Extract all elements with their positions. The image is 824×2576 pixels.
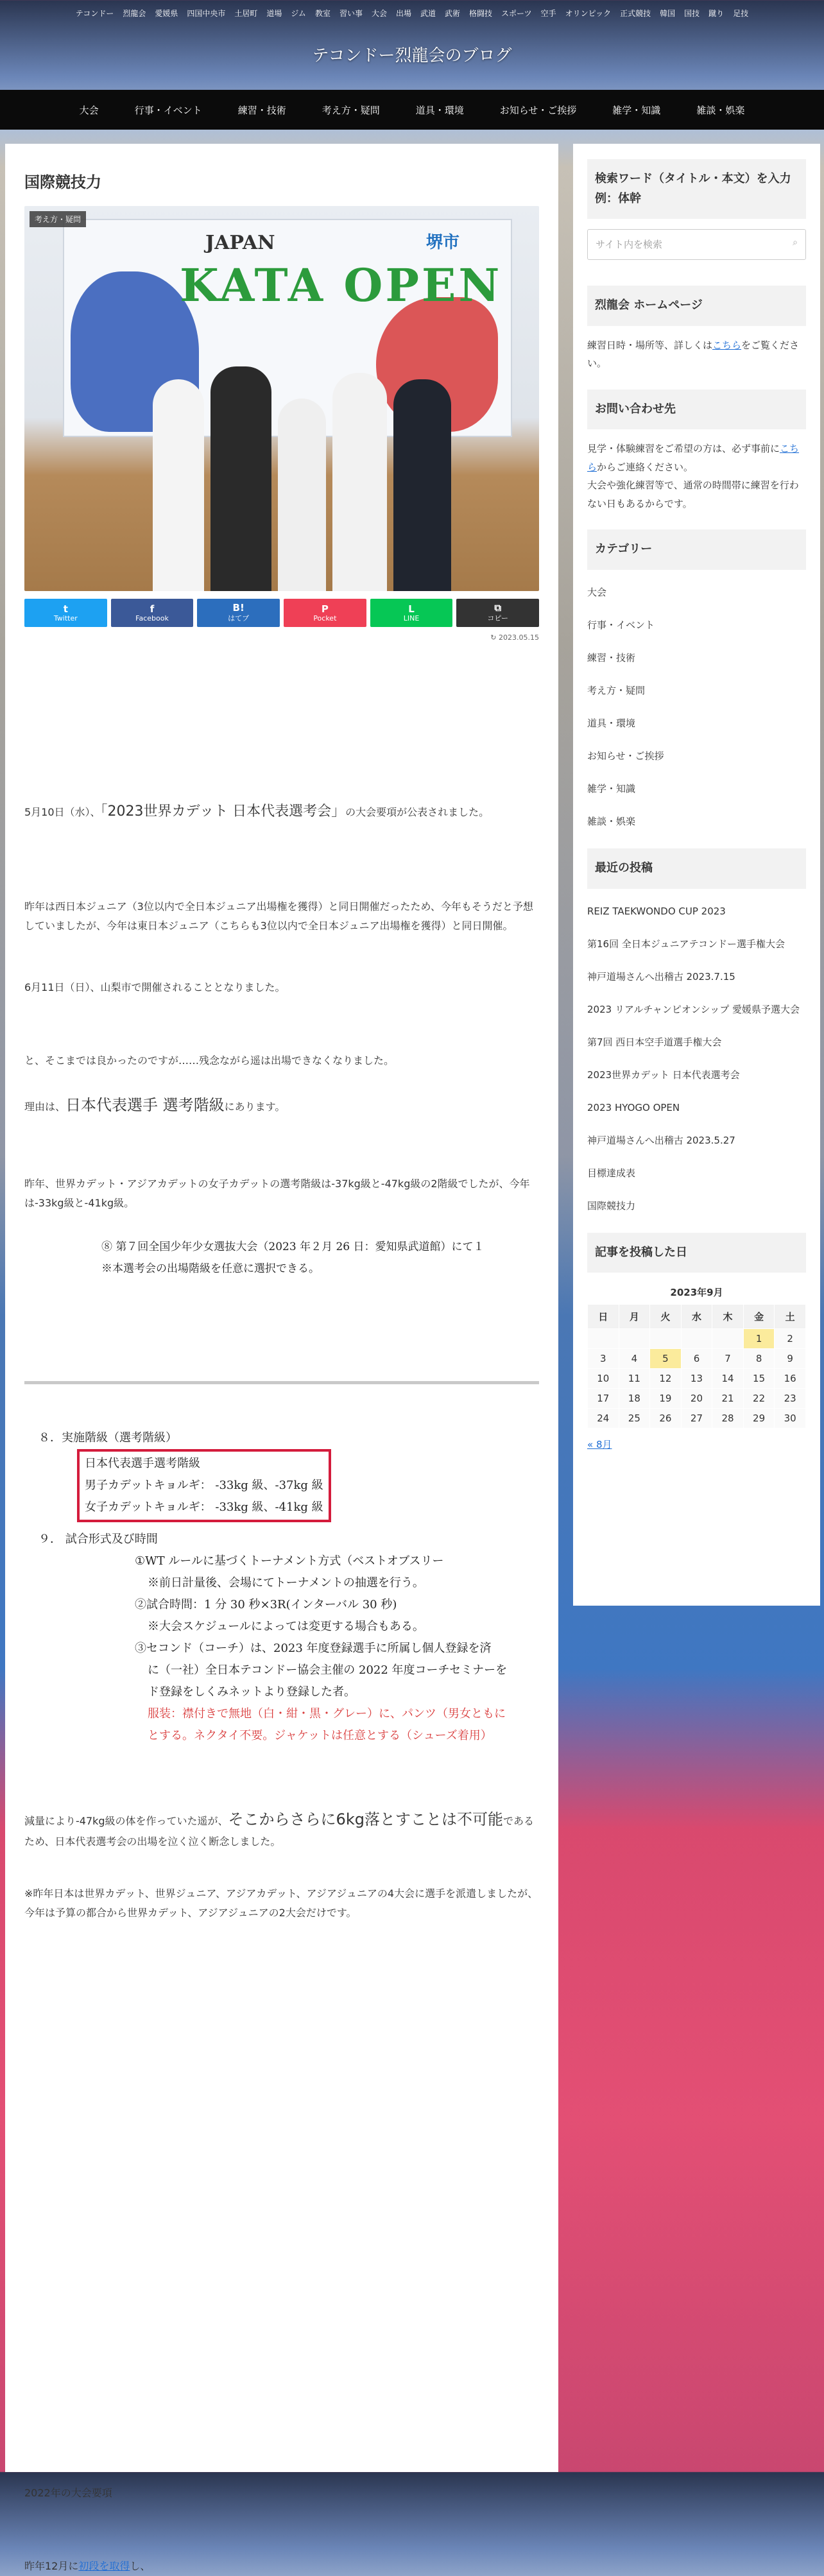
calendar-weekday: 月 bbox=[619, 1305, 650, 1329]
top-tag[interactable]: スポーツ bbox=[501, 8, 532, 18]
category-widget-title: カテゴリー bbox=[587, 529, 806, 570]
calendar-day: 25 bbox=[619, 1409, 650, 1429]
calendar-weekday: 土 bbox=[775, 1305, 806, 1329]
share-コピー-button[interactable] bbox=[456, 599, 539, 627]
recent-post-item[interactable]: 2023 HYOGO OPEN bbox=[587, 1101, 680, 1113]
calendar-weekday: 火 bbox=[650, 1305, 682, 1329]
calendar-day: 21 bbox=[712, 1389, 744, 1409]
nav-item[interactable]: 雑談・娯楽 bbox=[696, 104, 745, 116]
contact-widget-text bbox=[587, 429, 806, 529]
calendar-prev-link[interactable]: « 8月 bbox=[587, 1439, 612, 1451]
p1-emphasis: 「2023世界カデット 日本代表選考会」 bbox=[100, 803, 346, 820]
calendar-day: 4 bbox=[619, 1349, 650, 1369]
category-item[interactable]: 考え方・疑問 bbox=[587, 684, 646, 696]
paragraph-4: と、そこまでは良かったのですが‥‥‥残念ながら遥は出場できなくなりました。 bbox=[24, 1054, 395, 1067]
calendar-day: 11 bbox=[619, 1369, 650, 1389]
share-label: LINE bbox=[403, 614, 420, 623]
eyecatch-image bbox=[24, 206, 539, 591]
doc1-line-2: ※本選考会の出場階級を任意に選択できる。 bbox=[101, 1262, 320, 1275]
top-tag[interactable]: 愛媛県 bbox=[155, 8, 178, 18]
calendar-day: 9 bbox=[775, 1349, 806, 1369]
share-label: Twitter bbox=[53, 614, 78, 623]
share-facebook-button[interactable] bbox=[111, 599, 194, 627]
calendar-day: 23 bbox=[775, 1389, 806, 1409]
home-link[interactable]: こちら bbox=[712, 339, 742, 351]
contact-text-a: 見学・体験練習をご希望の方は、必ず事前に bbox=[587, 443, 780, 455]
divider bbox=[24, 1381, 539, 1384]
p7-emphasis: そこからさらに6kg落とすことは不可能 bbox=[228, 1810, 503, 1828]
site-title[interactable]: テコンドー烈龍会のブログ bbox=[312, 46, 512, 65]
calendar-weekday: 水 bbox=[681, 1305, 712, 1329]
contact-widget-title: お問い合わせ先 bbox=[587, 390, 806, 430]
paragraph-3: 6月11日（日）、山梨市で開催されることとなりました。 bbox=[24, 981, 286, 993]
contact-text-c: 大会や強化練習等で、通常の時間帯に練習を行わない日もあるからです。 bbox=[587, 479, 799, 510]
post-date: ↻ 2023.05.15 bbox=[490, 633, 539, 642]
nav-item[interactable]: 考え方・疑問 bbox=[322, 104, 380, 116]
p5-c: にあります。 bbox=[224, 1101, 286, 1113]
p7-a: 減量により-47kg級の体を作っていた遥が、 bbox=[24, 1815, 228, 1827]
calendar-weekday: 木 bbox=[712, 1305, 744, 1329]
recent-post-item[interactable]: 2023 リアルチャンピオンシップ 愛媛県予選大会 bbox=[587, 1003, 800, 1015]
category-item[interactable]: 道具・環境 bbox=[587, 717, 636, 729]
calendar-day bbox=[619, 1329, 650, 1349]
highlight-box bbox=[77, 1449, 331, 1522]
paragraph-6: 昨年、世界カデット・アジアカデットの女子カデットの選考階級は-37kg級と-47kg級の2階級でしたが、今年は-33kg級と-41kg級。 bbox=[24, 1178, 530, 1210]
top-tag[interactable]: 出場 bbox=[395, 8, 411, 18]
top-tag[interactable]: 国技 bbox=[684, 8, 700, 18]
facebook-icon: f bbox=[150, 603, 155, 615]
search-icon[interactable]: ⌕ bbox=[793, 237, 798, 248]
calendar-week bbox=[588, 1349, 806, 1369]
first-dan-link[interactable]: 初段を取得 bbox=[78, 2560, 130, 2572]
はてブ-icon: B! bbox=[232, 602, 245, 614]
calendar-day: 27 bbox=[681, 1409, 712, 1429]
calendar-day: 16 bbox=[775, 1369, 806, 1389]
category-item[interactable]: お知らせ・ご挨拶 bbox=[587, 750, 664, 762]
doc2-line-6: に（一社）全日本テコンドー協会主催の 2022 年度コーチセミナーを bbox=[148, 1663, 508, 1677]
home-text-a: 練習日時・場所等、詳しくは bbox=[587, 339, 713, 351]
top-tag[interactable]: 格闘技 bbox=[469, 8, 493, 18]
top-tag[interactable]: 武道 bbox=[420, 8, 436, 18]
person-3 bbox=[278, 399, 326, 591]
calendar-day: 22 bbox=[743, 1389, 775, 1409]
recent-post-item[interactable]: 神戸道場さんへ出稽古 2023.7.15 bbox=[587, 970, 735, 983]
doc2-red-line-1: 服装：襟付きで無地（白・紺・黒・グレー）に、パンツ（男女ともに bbox=[148, 1707, 506, 1721]
recent-post-item[interactable]: 国際競技力 bbox=[587, 1199, 636, 1212]
calendar-day: 17 bbox=[588, 1389, 619, 1409]
calendar-head-row bbox=[588, 1305, 806, 1329]
nav-item[interactable]: 道具・環境 bbox=[415, 104, 464, 116]
p1-c: の大会要項が公表されました。 bbox=[345, 806, 490, 818]
doc2-heading-9: ９． 試合形式及び時間 bbox=[39, 1533, 158, 1546]
calendar-day bbox=[650, 1329, 682, 1349]
banner-open-text: KATA OPEN bbox=[180, 259, 502, 312]
search-placeholder: サイト内を検索 bbox=[596, 239, 662, 251]
box-line-1: 日本代表選手選考階級 bbox=[85, 1457, 200, 1470]
paragraph-9: 2022年の大会要項 bbox=[24, 2487, 112, 2499]
calendar-week bbox=[588, 1409, 806, 1429]
document-excerpt-1 bbox=[101, 1236, 538, 1280]
recent-widget-title: 最近の投稿 bbox=[587, 848, 806, 889]
category-badge[interactable]: 考え方・疑問 bbox=[30, 211, 86, 227]
recent-post-item[interactable]: 第16回 全日本ジュニアテコンドー選手権大会 bbox=[587, 938, 785, 950]
calendar-day: 6 bbox=[681, 1349, 712, 1369]
コピー-icon: ⧉ bbox=[494, 602, 502, 614]
calendar-day: 29 bbox=[743, 1409, 775, 1429]
calendar-day bbox=[588, 1329, 619, 1349]
twitter-icon: t bbox=[63, 603, 68, 615]
calendar-day: 18 bbox=[619, 1389, 650, 1409]
calendar-day: 26 bbox=[650, 1409, 682, 1429]
recent-posts-list bbox=[587, 889, 806, 1233]
recent-post-item[interactable]: 第7回 西日本空手道選手権大会 bbox=[587, 1036, 722, 1048]
calendar-day: 10 bbox=[588, 1369, 619, 1389]
recent-post-item[interactable]: 目標達成表 bbox=[587, 1167, 636, 1179]
doc2-line-7: ド登録をしくみネットより登録した者。 bbox=[148, 1685, 356, 1699]
category-item[interactable]: 雑学・知識 bbox=[587, 782, 636, 794]
sidebar bbox=[573, 144, 820, 1606]
paragraph-7 bbox=[24, 1806, 539, 1851]
top-tag[interactable]: テコンドー bbox=[75, 8, 114, 18]
doc2-line-4: ※大会スケジュールによっては変更する場合もある。 bbox=[148, 1620, 424, 1633]
banner-sakai-text: 堺市 bbox=[425, 233, 459, 252]
top-tag[interactable]: 武術 bbox=[445, 8, 461, 18]
calendar-week bbox=[588, 1389, 806, 1409]
post-title: 国際競技力 bbox=[24, 173, 101, 191]
doc2-heading-8: ８．実施階級（選考階級） bbox=[39, 1431, 177, 1445]
calendar-body bbox=[588, 1329, 806, 1429]
doc2-line-2: ※前日計量後、会場にてトーナメントの抽選を行う。 bbox=[148, 1576, 424, 1590]
box-line-2: 男子カデットキョルギ： -33kg 級、-37kg 級 bbox=[85, 1479, 323, 1492]
contact-link[interactable]: こちら bbox=[587, 443, 800, 473]
paragraph-1 bbox=[24, 798, 539, 825]
top-tag[interactable]: ジム bbox=[291, 8, 306, 18]
calendar-day bbox=[681, 1329, 712, 1349]
category-list bbox=[587, 570, 806, 848]
doc1-line-1: ⑧ 第７回全国少年少女選抜大会（2023 年２月 26 日：愛知県武道館）にて１ bbox=[101, 1241, 485, 1253]
recent-post-item[interactable]: 2023世界カデット 日本代表選考会 bbox=[587, 1069, 740, 1081]
line-icon: L bbox=[408, 603, 415, 615]
top-tag[interactable]: オリンピック bbox=[565, 8, 612, 18]
paragraph-5 bbox=[24, 1091, 539, 1121]
person-1 bbox=[153, 379, 204, 591]
p7-c: であるため、日本代表選考会の出場を泣く泣く断念しました。 bbox=[24, 1815, 534, 1848]
share-はてブ-button[interactable] bbox=[197, 599, 280, 627]
calendar-table bbox=[587, 1304, 806, 1429]
share-buttons bbox=[24, 599, 539, 627]
calendar-day: 20 bbox=[681, 1389, 712, 1409]
calendar-day: 14 bbox=[712, 1369, 744, 1389]
category-item[interactable]: 大会 bbox=[587, 586, 607, 598]
person-5 bbox=[393, 379, 451, 591]
top-tag-bar bbox=[0, 0, 824, 26]
doc2-line-1: ①WT ルールに基づくトーナメント方式（ベストオブスリー bbox=[135, 1554, 444, 1568]
calendar-day: 30 bbox=[775, 1409, 806, 1429]
top-tag[interactable]: 大会 bbox=[371, 8, 387, 18]
doc2-line-3: ②試合時間：1 分 30 秒×3R(インターバル 30 秒) bbox=[135, 1598, 397, 1611]
category-item[interactable]: 練習・技術 bbox=[587, 651, 636, 664]
post-date-value: 2023.05.15 bbox=[499, 633, 539, 642]
nav-item[interactable]: 行事・イベント bbox=[134, 104, 202, 116]
top-tag[interactable]: 四国中央市 bbox=[187, 8, 226, 18]
calendar-day: 15 bbox=[743, 1369, 775, 1389]
top-tag[interactable]: 道場 bbox=[266, 8, 282, 18]
contact-text-b: からご連絡ください。 bbox=[597, 461, 694, 473]
top-tag[interactable]: 教室 bbox=[314, 8, 330, 18]
nav-item[interactable]: 練習・技術 bbox=[237, 104, 286, 116]
nav-item[interactable]: お知らせ・ご挨拶 bbox=[499, 104, 577, 116]
recent-post-item[interactable]: 神戸道場さんへ出稽古 2023.5.27 bbox=[587, 1134, 735, 1146]
home-widget-title: 烈龍会 ホームページ bbox=[587, 286, 806, 326]
calendar-day: 2 bbox=[775, 1329, 806, 1349]
document-excerpt-2 bbox=[39, 1427, 545, 1755]
share-label: Facebook bbox=[135, 614, 169, 623]
calendar-day: 5 bbox=[650, 1349, 682, 1369]
paragraph-2: 昨年は西日本ジュニア（3位以内で全日本ジュニア出場権を獲得）と同日開催だったため、今年もそうだと予想していましたが、今年は東日本ジュニア（こちらも3位以内で全日本ジュニア出場権を獲得）と同日開催。 bbox=[24, 900, 533, 932]
share-label: コピー bbox=[487, 614, 508, 623]
calendar-day: 7 bbox=[712, 1349, 744, 1369]
p10-c: し、 bbox=[130, 2560, 151, 2572]
recent-post-item[interactable]: REIZ TAEKWONDO CUP 2023 bbox=[587, 905, 726, 917]
calendar-day[interactable]: 1 bbox=[743, 1329, 775, 1349]
p1-a: 5月10日（水）、 bbox=[24, 806, 101, 818]
main-content bbox=[5, 144, 558, 2572]
search-widget-title: 検索ワード（タイトル・本文）を入力 例：体幹 bbox=[587, 159, 806, 219]
calendar-day: 28 bbox=[712, 1409, 744, 1429]
top-tag[interactable]: 足技 bbox=[733, 8, 749, 18]
p10-a: 昨年12月に bbox=[24, 2560, 79, 2572]
main-nav bbox=[0, 90, 824, 130]
category-item[interactable]: 雑談・娯楽 bbox=[587, 815, 636, 827]
calendar-day: 24 bbox=[588, 1409, 619, 1429]
top-tag[interactable]: 韓国 bbox=[660, 8, 676, 18]
calendar-week bbox=[588, 1329, 806, 1349]
calendar-day: 3 bbox=[588, 1349, 619, 1369]
category-item[interactable]: 行事・イベント bbox=[587, 619, 655, 631]
share-label: はてブ bbox=[228, 614, 250, 623]
top-tag[interactable]: 烈龍会 bbox=[123, 8, 146, 18]
calendar-day: 8 bbox=[743, 1349, 775, 1369]
share-twitter-button[interactable] bbox=[24, 599, 107, 627]
box-line-3: 女子カデットキョルギ： -33kg 級、-41kg 級 bbox=[85, 1500, 323, 1514]
share-label: Pocket bbox=[313, 614, 337, 623]
search-input[interactable] bbox=[587, 229, 806, 260]
paragraph-10 bbox=[24, 2557, 539, 2576]
calendar-caption: 2023年9月 bbox=[670, 1287, 723, 1299]
share-line-button[interactable] bbox=[370, 599, 453, 627]
home-widget-text bbox=[587, 326, 806, 390]
doc2-line-5: ③セコンド（コーチ）は、2023 年度登録選手に所属し個人登録を済 bbox=[135, 1642, 492, 1655]
calendar-day bbox=[712, 1329, 744, 1349]
top-tag[interactable]: 正式競技 bbox=[620, 8, 651, 18]
p5-a: 理由は、 bbox=[24, 1101, 66, 1113]
p5-emphasis: 日本代表選手 選考階級 bbox=[65, 1096, 225, 1114]
calendar-day: 13 bbox=[681, 1369, 712, 1389]
calendar-day: 12 bbox=[650, 1369, 682, 1389]
share-pocket-button[interactable] bbox=[284, 599, 366, 627]
nav-item[interactable]: 大会 bbox=[79, 104, 99, 116]
top-tag[interactable]: 空手 bbox=[540, 8, 556, 18]
calendar-weekday: 金 bbox=[743, 1305, 775, 1329]
top-tag[interactable]: 蹴り bbox=[708, 8, 725, 18]
calendar-widget-title: 記事を投稿した日 bbox=[587, 1233, 806, 1273]
nav-item[interactable]: 雑学・知識 bbox=[612, 104, 661, 116]
person-2 bbox=[210, 366, 271, 591]
top-tag[interactable]: 土居町 bbox=[234, 8, 258, 18]
calendar-weekday: 日 bbox=[588, 1305, 619, 1329]
top-tag[interactable]: 習い事 bbox=[339, 8, 363, 18]
calendar-week bbox=[588, 1369, 806, 1389]
pocket-icon: P bbox=[321, 603, 329, 615]
doc2-red-line-2: とする。ネクタイ不要。ジャケットは任意とする（シューズ着用） bbox=[148, 1729, 492, 1742]
paragraph-8: ※昨年日本は世界カデット、世界ジュニア、アジアカデット、アジアジュニアの4大会に選手を派遣しましたが、今年は予算の都合から世界カデット、アジアジュニアの2大会だけです。 bbox=[24, 1887, 538, 1919]
banner-japan-text: JAPAN bbox=[205, 232, 275, 254]
calendar-day: 19 bbox=[650, 1389, 682, 1409]
home-text-b: をご覧ください。 bbox=[587, 339, 800, 370]
person-4 bbox=[332, 373, 387, 591]
